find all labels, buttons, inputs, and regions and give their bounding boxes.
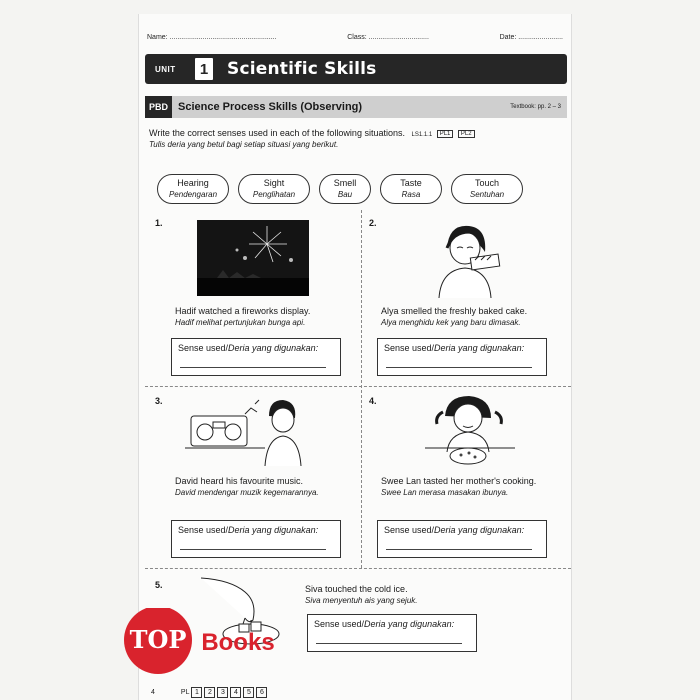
- sense-answer-box[interactable]: [171, 520, 341, 558]
- sense-ms: Pendengaran: [168, 190, 218, 199]
- sense-label-ms: Deria yang digunakan:: [434, 525, 525, 535]
- question-number: 3.: [155, 396, 163, 406]
- sense-ms: Sentuhan: [469, 190, 505, 199]
- girl-smelling-illustration: [429, 218, 509, 298]
- section-banner: [145, 96, 567, 118]
- pl-level-box: 4: [230, 687, 241, 698]
- sense-label: Sense used/: [384, 525, 435, 535]
- pl-badge: PL1: [437, 130, 454, 138]
- logo-books: Books: [201, 629, 275, 656]
- sense-answer-box[interactable]: [377, 520, 547, 558]
- section-title: Science Process Skills (Observing): [178, 101, 363, 113]
- question-ms: David mendengar muzik kegemarannya.: [175, 488, 319, 497]
- sense-option: [319, 174, 371, 204]
- question-en: Swee Lan tasted her mother's cooking.: [381, 476, 537, 486]
- sense-answer-box[interactable]: [377, 338, 547, 376]
- question-number: 5.: [155, 580, 163, 590]
- unit-title: Scientific Skills: [227, 59, 377, 79]
- question-text: [305, 584, 505, 606]
- sense-label: Sense used/: [384, 343, 435, 353]
- question-ms: Alya menghidu kek yang baru dimasak.: [381, 318, 521, 327]
- question-en: Alya smelled the freshly baked cake.: [381, 306, 528, 316]
- logo-top: TOP: [129, 625, 187, 654]
- instruction: [149, 128, 565, 149]
- unit-banner: [145, 54, 567, 84]
- page-number: 4: [151, 689, 155, 696]
- answer-line: [180, 367, 326, 368]
- question-number: 1.: [155, 218, 163, 228]
- fireworks-image: [197, 220, 309, 296]
- answer-line: [386, 549, 532, 550]
- question-text: [175, 306, 355, 328]
- sense-ms: Bau: [337, 190, 353, 199]
- sense-ms: Penglihatan: [252, 190, 296, 199]
- question-ms: Hadif melihat pertunjukan bunga api.: [175, 318, 306, 327]
- instruction-ms: Tulis deria yang betul bagi setiap situasi yang berikut.: [149, 140, 339, 149]
- name-field: Name: .......................................................: [147, 34, 277, 41]
- question-text: [175, 476, 355, 498]
- girl-tasting-illustration: [425, 392, 515, 470]
- question-ms: Swee Lan merasa masakan ibunya.: [381, 488, 509, 497]
- sense-answer-box[interactable]: [171, 338, 341, 376]
- pl-level-box: 5: [243, 687, 254, 698]
- sense-en: Sight: [263, 178, 285, 188]
- learning-standard-code: LS1.1.1: [411, 132, 433, 138]
- divider: [145, 568, 571, 569]
- pl-badge: PL2: [458, 130, 475, 138]
- topbooks-logo: [120, 608, 300, 678]
- question-en: Siva touched the cold ice.: [305, 584, 408, 594]
- unit-label: UNIT: [155, 64, 176, 74]
- divider: [145, 386, 571, 387]
- pl-label: PL: [180, 689, 190, 696]
- footer: [151, 687, 267, 698]
- sense-en: Hearing: [177, 178, 209, 188]
- class-field: Class: ...............................: [347, 34, 429, 41]
- sense-en: Taste: [400, 178, 422, 188]
- sense-en: Smell: [333, 178, 357, 188]
- pbd-tag: PBD: [145, 96, 172, 118]
- pl-level-box: 2: [204, 687, 215, 698]
- sense-label: Sense used/: [178, 343, 229, 353]
- sense-option: [238, 174, 310, 204]
- pl-level-box: 1: [191, 687, 202, 698]
- question-en: Hadif watched a fireworks display.: [175, 306, 311, 316]
- answer-line: [180, 549, 326, 550]
- sense-en: Touch: [474, 178, 500, 188]
- sense-answer-box[interactable]: [307, 614, 477, 652]
- sense-label-ms: Deria yang digunakan:: [364, 619, 455, 629]
- unit-number: 1: [195, 58, 213, 80]
- sense-option: [157, 174, 229, 204]
- sense-option: [451, 174, 523, 204]
- worksheet-page: [138, 14, 572, 700]
- sense-label: Sense used/: [314, 619, 365, 629]
- sense-label-ms: Deria yang digunakan:: [228, 343, 319, 353]
- header-fields: [147, 34, 563, 41]
- sense-option: [380, 174, 442, 204]
- date-field: Date: .......................: [499, 34, 563, 41]
- sense-options: [157, 174, 561, 204]
- sense-ms: Rasa: [401, 190, 421, 199]
- question-ms: Siva menyentuh ais yang sejuk.: [305, 596, 418, 605]
- sense-label: Sense used/: [178, 525, 229, 535]
- divider: [361, 210, 362, 568]
- pl-level-box: 3: [217, 687, 228, 698]
- question-number: 2.: [369, 218, 377, 228]
- question-text: [381, 306, 571, 328]
- answer-line: [386, 367, 532, 368]
- sense-label-ms: Deria yang digunakan:: [228, 525, 319, 535]
- textbook-ref: Textbook: pp. 2 – 3: [510, 104, 561, 110]
- instruction-en: Write the correct senses used in each of the following situations.: [149, 128, 405, 138]
- question-number: 4.: [369, 396, 377, 406]
- answer-line: [316, 643, 462, 644]
- question-en: David heard his favourite music.: [175, 476, 304, 486]
- sense-label-ms: Deria yang digunakan:: [434, 343, 525, 353]
- boy-music-illustration: [185, 394, 305, 466]
- pl-level-box: 6: [256, 687, 267, 698]
- question-text: [381, 476, 561, 498]
